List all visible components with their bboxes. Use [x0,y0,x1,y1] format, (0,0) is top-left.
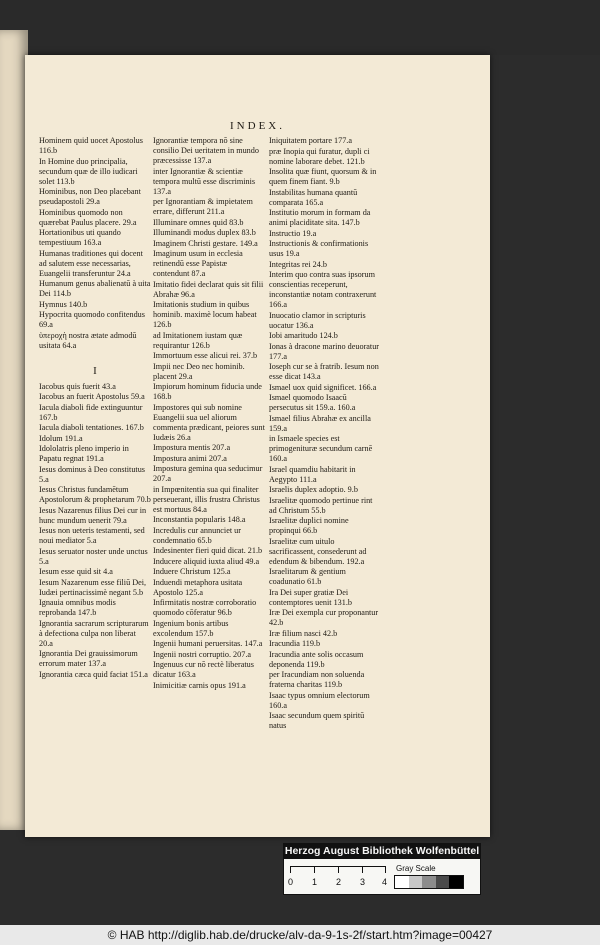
index-entry: Ismael filius Abrahæ ex ancilla 159.a [269,413,371,433]
index-entry: Ioseph cur se à fratrib. Iesum non esse dicat 143.a [269,362,379,381]
column-1-entries-h [39,136,151,351]
index-entry: per Iracundiam non soluenda fraterna charitas 119.b [269,670,365,689]
ruler-number: 4 [382,877,388,887]
letter-heading-i: I [93,364,97,377]
color-scale-card [283,843,481,895]
ruler-number: 0 [288,877,294,887]
index-entry: Ignauia omnibus modis reprobanda 147.b [39,598,116,618]
index-entry: Iacobus quis fuerit 43.a [39,381,116,391]
ruler-tick [314,867,315,873]
ruler-number: 1 [312,877,318,887]
index-entry: Iræ filium nasci 42.b [269,628,338,638]
index-entry: Humanum genus abalienatū à uita Dei 114.b [39,279,151,298]
index-entry: In Homine duo principalia, secundum quæ de illo iudicari solet 113.b [39,156,138,186]
index-entry: Instabilitas humana quantū comparata 165.a [269,187,358,207]
index-entry: Ignorantia cæca quid faciat 151.a [39,669,148,679]
index-entry: Integritas rei 24.b [269,259,327,269]
gray-step [409,876,423,888]
index-entry: Imaginem Christi gestare. 149.a [153,238,258,248]
ruler-number: 2 [336,877,342,887]
index-entry: Indesinenter fieri quid dicat. 21.b [153,546,263,555]
index-entry: Israelitæ quomodo pertinue rint ad Christum 55.b [269,495,373,515]
index-entry: Isaac secundum quem spiritū natus [269,711,365,730]
index-entry: Interim quo contra suas ipsorum conscientias receperunt, inconstantiæ notam contraxerunt 166.a [269,270,377,309]
index-entry: Iesus non ueteris testamenti, sed noui mediator 5.a [39,526,145,546]
index-entry: Inducere aliquid iuxta aliud 49.a [153,556,260,566]
index-entry: in Ismaele species est primogenituræ secundum carnē 160.a [269,434,373,463]
index-entry: Iesus seruator noster unde unctus 5.a [39,546,148,566]
index-entry: Ismael quomodo Isaacū persecutus sit 159.a. 160.a [269,393,356,412]
ruler-number: 3 [360,877,366,887]
index-entry: Iesum Nazarenum esse filiū Dei, Iudæi pertinacissimè negant 5.b [39,577,147,597]
index-entry: Incredulis cur annunciet ur condemnatio 65.b [153,525,241,545]
index-entry: Humanas traditiones qui docent ad salutem esse necessarias, Euangelii transferuntur 24.a [39,248,143,278]
index-entry: inter Ignorantiæ & scientiæ tempora multū esse discriminis 137.a [153,166,256,196]
gray-scale-bar [394,875,464,889]
index-entry: Hominibus quomodo non quærebat Paulus placere. 29.a [39,207,137,227]
index-entry: Inimicitiæ carnis opus 191.a [153,680,246,690]
index-entry: ad Imitationem iustam quæ requirantur 126.b [153,330,243,350]
column-1-entries-i [39,382,151,680]
index-entry: Hymnus 140.b [39,299,88,309]
copyright-footer: © HAB http://diglib.hab.de/drucke/alv-da-9-1s-2f/start.htm?image=00427 [0,925,600,945]
index-entry: Iniquitatem portare 177.a [269,136,352,145]
index-entry: Instructionis & confirmationis usus 19.a [269,239,369,258]
index-entry: Inconstantia popularis 148.a [153,515,246,524]
index-entry: Insolita quæ fiunt, quorsum & in quem finem fiant. 9.b [269,167,377,186]
index-entry: per Ignorantiam & impietatem errare, differunt 211.a [153,197,253,216]
ruler-tick [338,867,339,873]
gray-step [422,876,436,888]
index-entry: Illuminare omnes quid 83.b [153,217,244,227]
index-entry: Iracundia 119.b [269,639,321,648]
index-entry: Ignorantiæ tempora nō sine consilio Dei ueritatem in mundo præcessisse 137.a [153,136,259,165]
index-entry: Impiorum hominum fiducia unde 168.b [153,382,262,401]
index-entry: Israelis duplex adoptio. 9.b [269,485,358,494]
index-entry: Ingenii nostri corruptio. 207.a [153,649,252,659]
index-entry: Impostura gemina qua seducimur 207.a [153,464,263,483]
index-entry: Imaginum usum in ecclesia retinendū esse Papistæ contendunt 87.a [153,249,243,278]
index-entry: Israelitarum & gentium coadunatio 61.b [269,567,346,586]
ruler-tick [385,867,386,873]
ruler-tick [290,867,291,873]
index-entry: ὑπεροχὴ nostra ætate admodū usitata 64.a [39,330,137,350]
index-entry: Instructio 19.a [269,228,317,238]
column-3-entries [269,136,381,731]
index-entry: Impostores qui sub nomine Euangelii sua uel aliorum commenta prædicant, peiores sunt Iudæis 26.a [153,402,265,442]
ruler-tick [362,867,363,873]
index-entry: Institutio morum in formam da animi placiditate sita. 147.b [269,208,371,227]
index-entry: Ignorantia Dei grauissimorum errorum mater 137.a [39,649,138,669]
index-entry: Ismael uox quid significet. 166.a [269,382,377,392]
index-entry: Iracundia ante solis occasum deponenda 119.b [269,649,364,669]
index-entry: Impii nec Deo nec hominib. placent 29.a [153,361,245,381]
index-entry: Isaac typus omnium electorum 160.a [269,690,370,710]
index-entry: Ignorantia sacrarum scripturarum à defectiona culpa non liberat 20.a [39,618,149,648]
index-column-3 [269,136,381,732]
index-entry: Iesus Christus fundamētum Apostolorum & prophetarum 70.b [39,485,151,505]
index-entry: Israel quamdiu habitarit in Aegypto 111.a [269,464,356,484]
index-entry: Ingenium bonis artibus excolendum 157.b [153,618,229,638]
index-entry: Iræ Dei exempla cur proponantur 42.b [269,608,379,627]
index-entry: Infirmitatis nostræ corroboratio quomodo cōferatur 96.b [153,598,257,617]
previous-page-edge [0,30,28,830]
index-entry: Ingenii humani peruersitas. 147.a [153,639,263,648]
index-entry: Imitatio fidei declarat quis sit filii Abrahæ 96.a [153,279,264,299]
index-entry: Ionas à dracone marino deuoratur 177.a [269,341,380,361]
index-entry: Illuminandi modus duplex 83.b [153,228,256,237]
ruler [290,866,386,873]
library-name: Herzog August Bibliothek Wolfenbüttel [284,845,480,857]
index-entry: Induendi metaphora usitata Apostolo 125.a [153,577,243,597]
gray-step [449,876,463,888]
index-entry: Hypocrita quomodo confitendus 69.a [39,310,145,329]
index-entry: in Impœnitentia sua qui finaliter perseuerant, illis frustra Christus est mortuus 84.a [153,484,260,514]
index-entry: Inuocatio clamor in scripturis uocatur 136.a [269,310,366,330]
index-entry: Immortuum esse alicui rei. 37.b [153,351,258,360]
index-entry: Iesus Nazarenus filius Dei cur in hunc mundum uenerit 79.a [39,505,147,525]
gray-scale-label: Gray Scale [396,864,436,873]
scan-background [0,0,600,55]
index-entry: Ingenuus cur nō rectè liberatus dicatur 163.a [153,660,254,679]
index-entry: Impostura animi 207.a [153,453,227,463]
gray-step [436,876,450,888]
running-head: INDEX. [230,120,285,132]
index-entry: præ Inopia qui furatur, dupli ci nomine laborare debet. 121.b [269,146,370,166]
index-entry: Iesus dominus à Deo constitutus 5.a [39,464,145,484]
index-entry: Israelitæ duplici nomine propinqui 66.b [269,516,349,535]
column-2-entries [153,136,265,691]
gray-step [395,876,409,888]
index-entry: Hominem quid uocet Apostolus 116.b [39,136,143,155]
index-column-1 [39,136,151,680]
index-entry: Iesum esse quid sit 4.a [39,567,113,577]
index-entry: Ira Dei super gratiæ Dei contemptores uenit 131.b [269,587,352,607]
book-page [25,55,490,837]
index-entry: Israelitæ cum uitulo sacrificassent, consederunt ad edendum & bibendum. 192.a [269,536,367,566]
index-entry: Induere Christum 125.a [153,567,231,576]
index-entry: Idololatris pleno imperio in Papatu regnat 191.a [39,444,129,464]
index-entry: Idolum 191.a [39,433,83,443]
index-entry: Iacula diaboli tentationes. 167.b [39,423,144,433]
index-entry: Iacobus an fuerit Apostolus 59.a [39,392,145,402]
index-entry: Hominibus, non Deo placebant pseudapostoli 29.a [39,187,141,206]
index-entry: Iacula diaboli fide extinguuntur 167.b [39,402,143,422]
index-column-2 [153,136,265,691]
index-entry: Imitationis studium in quibus hominib. maximè locum habeat 126.b [153,300,257,329]
index-entry: Hortationibus uti quando tempestiuum 163.a [39,228,121,247]
index-entry: Impostura mentis 207.a [153,443,231,452]
index-entry: Iobi amaritudo 124.b [269,331,338,340]
